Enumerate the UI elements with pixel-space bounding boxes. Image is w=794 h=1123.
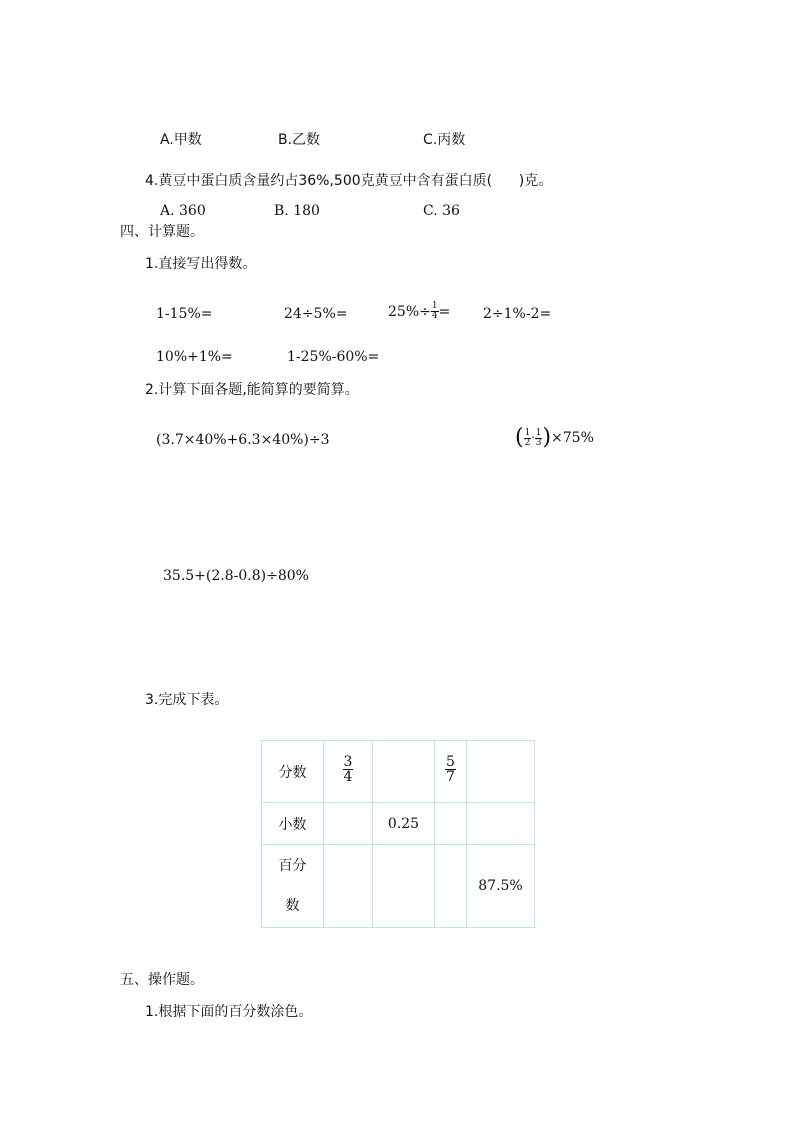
section5-title: 五、操作题。 bbox=[120, 972, 204, 988]
table-cell bbox=[324, 845, 373, 928]
table-row-percent bbox=[262, 845, 535, 928]
op1-title: 1.根据下面的百分数涂色。 bbox=[145, 1004, 313, 1020]
fraction-denominator: 4 bbox=[343, 769, 353, 785]
calc2-expr-2 bbox=[515, 427, 594, 449]
table-cell-decimal-value: 0.25 bbox=[373, 803, 435, 845]
q3-option-c: C.丙数 bbox=[423, 132, 466, 148]
calc1-expr-3-fraction bbox=[431, 302, 439, 321]
calc1-expr-3 bbox=[388, 302, 450, 321]
table-cell bbox=[435, 845, 467, 928]
fraction-denominator: 4 bbox=[431, 311, 438, 321]
table-fraction-5-7 bbox=[445, 755, 456, 784]
table-cell bbox=[435, 741, 467, 803]
calc2-expr-1: (3.7×40%+6.3×40%)÷3 bbox=[156, 432, 330, 448]
row-label-percent-line-2: 数 bbox=[285, 898, 300, 914]
row-label-fraction: 分数 bbox=[262, 741, 324, 803]
calc2-expr-3: 35.5+(2.8-0.8)÷80% bbox=[163, 568, 309, 584]
table-cell bbox=[435, 803, 467, 845]
calc2-title: 2.计算下面各题,能简算的要简算。 bbox=[145, 382, 359, 398]
calc1-title: 1.直接写出得数。 bbox=[145, 256, 257, 272]
conversion-table bbox=[261, 740, 535, 928]
row-label-decimal: 小数 bbox=[262, 803, 324, 845]
table-cell-percent-value: 87.5% bbox=[467, 845, 535, 928]
q3-option-a: A.甲数 bbox=[160, 132, 202, 148]
q4-question: 4.黄豆中蛋白质含量约占36%,500克黄豆中含有蛋白质( )克。 bbox=[145, 173, 553, 189]
calc2-expr-2-suffix: ×75% bbox=[551, 430, 594, 446]
fraction-denominator: 3 bbox=[535, 437, 542, 448]
q4-option-a: A. 360 bbox=[160, 203, 206, 219]
table-cell bbox=[467, 741, 535, 803]
fraction-numerator: 1 bbox=[535, 427, 542, 438]
q4-option-b: B. 180 bbox=[274, 203, 320, 219]
table-cell bbox=[324, 803, 373, 845]
calc2-fraction-2 bbox=[535, 429, 543, 448]
row-label-percent-line-1: 百分 bbox=[278, 858, 307, 874]
section4-title: 四、计算题。 bbox=[120, 224, 204, 240]
calc1-expr-4: 2÷1%-2= bbox=[483, 306, 552, 322]
calc1-expr-5: 10%+1%= bbox=[156, 349, 233, 365]
q4-option-c: C. 36 bbox=[423, 203, 460, 219]
fraction-numerator: 1 bbox=[431, 301, 438, 311]
left-paren: ( bbox=[515, 425, 524, 450]
right-paren: ) bbox=[542, 425, 552, 450]
calc1-expr-3-suffix: = bbox=[438, 303, 451, 320]
table-cell bbox=[467, 803, 535, 845]
table-cell bbox=[324, 741, 373, 803]
fraction-numerator: 5 bbox=[446, 754, 455, 770]
calc1-expr-2: 24÷5%= bbox=[284, 306, 348, 322]
calc1-expr-6: 1-25%-60%= bbox=[287, 349, 380, 365]
fraction-numerator: 3 bbox=[343, 754, 353, 770]
table-row-fraction bbox=[262, 741, 535, 803]
calc2-fraction-1 bbox=[524, 427, 535, 448]
calc1-expr-3-prefix: 25%÷ bbox=[388, 303, 431, 320]
table-fraction-3-4 bbox=[343, 755, 354, 784]
table-cell bbox=[373, 741, 435, 803]
fraction-denominator: 7 bbox=[446, 769, 455, 785]
table-row-decimal bbox=[262, 803, 535, 845]
fraction-numerator: 1 bbox=[524, 427, 531, 438]
q3-option-b: B.乙数 bbox=[278, 132, 321, 148]
minus-sign: - bbox=[531, 432, 535, 443]
fraction-denominator: 2 bbox=[524, 437, 531, 448]
row-label-percent bbox=[262, 845, 324, 928]
table-cell bbox=[373, 845, 435, 928]
calc1-expr-1: 1-15%= bbox=[156, 306, 213, 322]
calc3-title: 3.完成下表。 bbox=[145, 692, 229, 708]
